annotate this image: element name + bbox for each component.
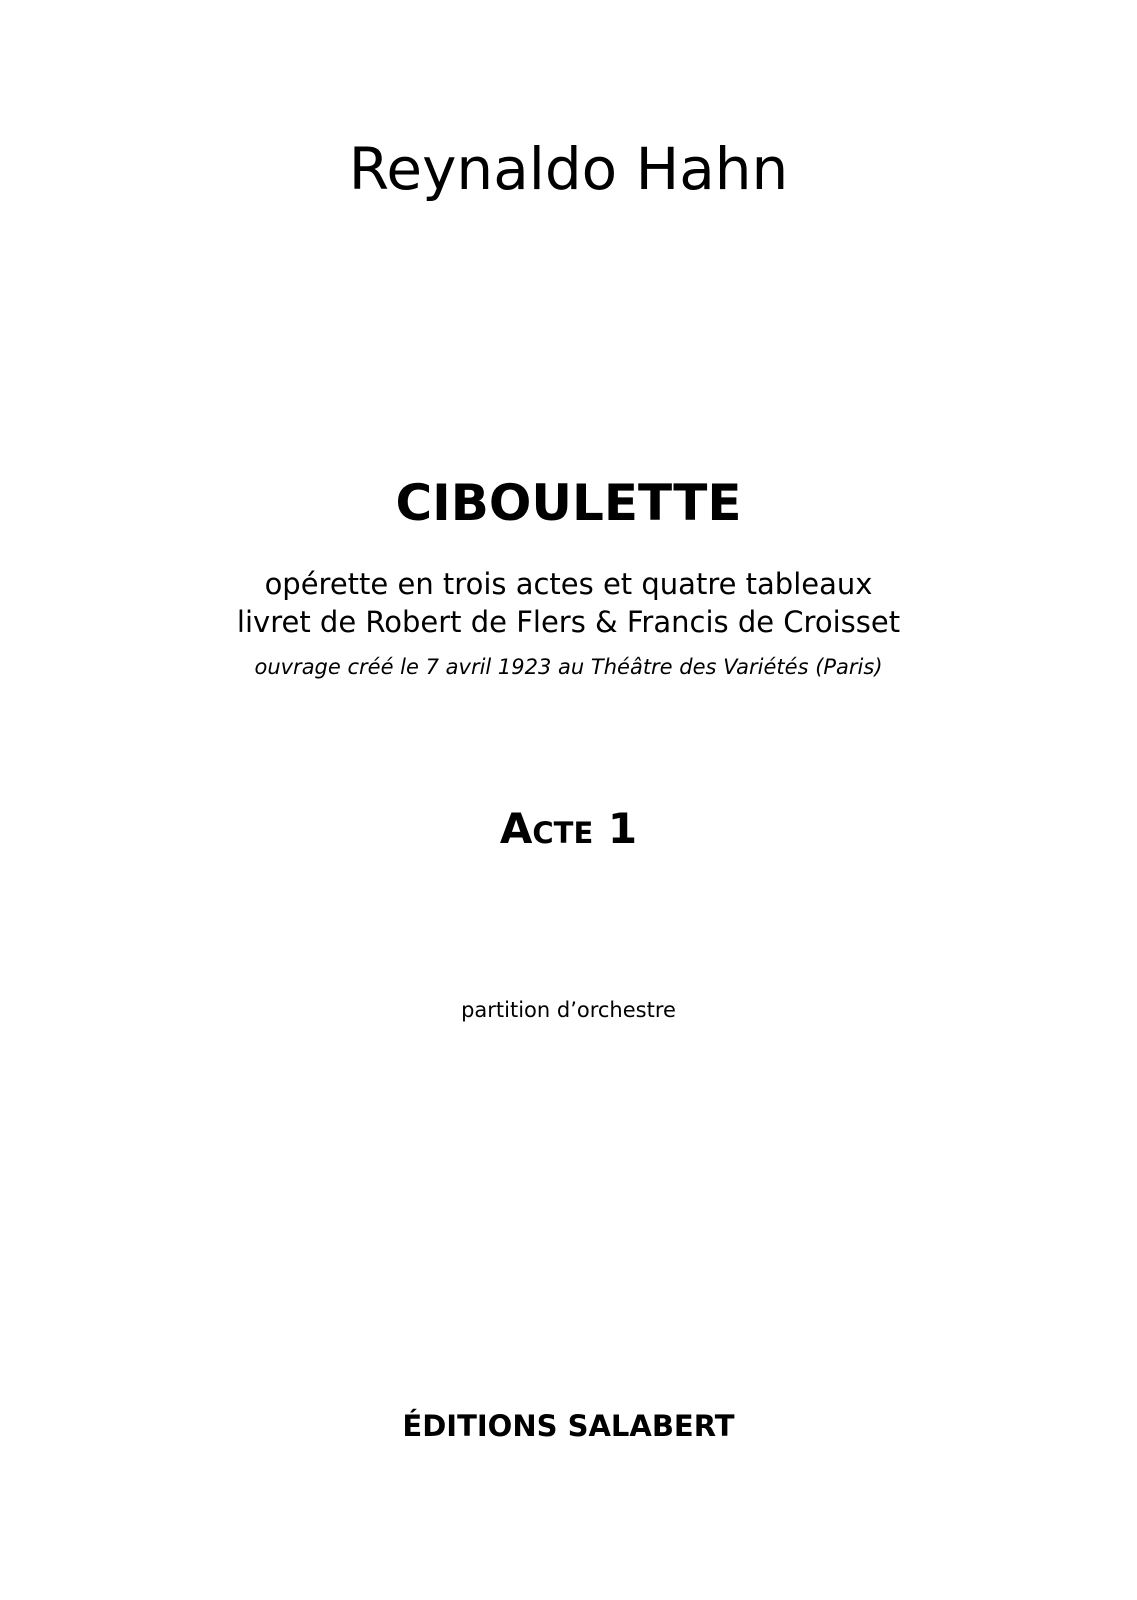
work-title: CIBOULETTE: [395, 474, 742, 532]
work-description: opérette en trois actes et quatre tableaux: [264, 567, 873, 601]
publisher-name: ÉDITIONS SALABERT: [402, 1409, 735, 1443]
act-heading: Acte 1: [499, 804, 638, 853]
libretto-credit: livret de Robert de Flers & Francis de Croisset: [236, 605, 901, 639]
score-type-label: partition d’orchestre: [461, 998, 676, 1022]
premiere-note: ouvrage créé le 7 avril 1923 au Théâtre des Variétés (Paris): [254, 655, 883, 679]
composer-name: Reynaldo Hahn: [348, 135, 789, 203]
